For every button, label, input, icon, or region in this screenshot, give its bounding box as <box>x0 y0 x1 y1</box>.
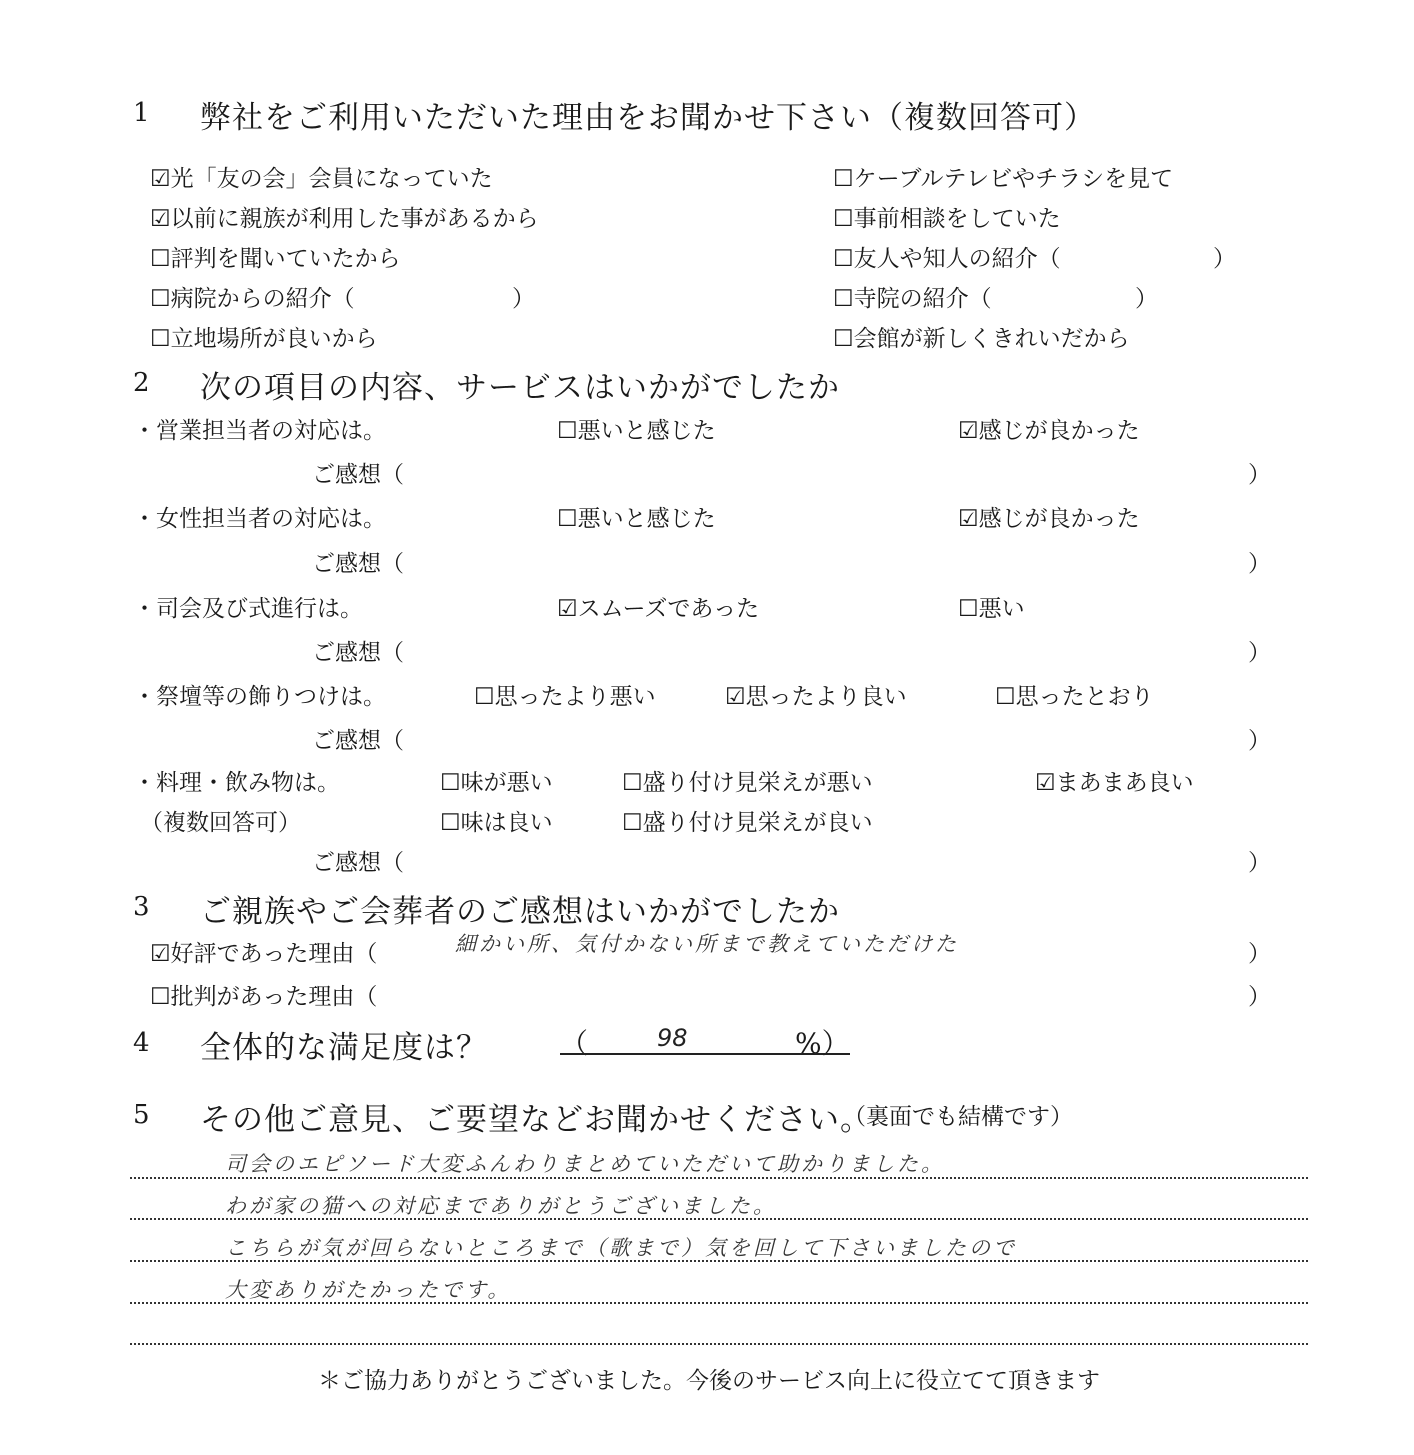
q2-mc-bad[interactable]: ☐悪い <box>958 596 1025 622</box>
q2-sales-bad[interactable]: ☐悪いと感じた <box>557 418 716 444</box>
q1-option-reputation[interactable]: ☐評判を聞いていたから <box>150 246 401 272</box>
q1-temple-paren-close: ） <box>1135 286 1158 312</box>
q5-comment-line-1: 司会のエピソード大変ふんわりまとめていただいて助かりました。 <box>225 1152 945 1176</box>
q2-sales-comment-close: ） <box>1248 462 1271 488</box>
q4-satisfaction-value: 98 <box>657 1024 688 1052</box>
q2-mc-label: ・司会及び式進行は。 <box>133 596 363 622</box>
q5-title: その他ご意見、ご要望などお聞かせください。 <box>200 1102 872 1138</box>
q5-comment-line-4: 大変ありがたかったです。 <box>225 1278 512 1302</box>
q2-altar-as-expected[interactable]: ☐思ったとおり <box>995 684 1154 710</box>
q1-option-tomonokai[interactable]: ☑光「友の会」会員になっていた <box>150 166 493 192</box>
q5-comment-line-3: こちらが気が回らないところまで（歌まで）気を回して下さいましたので <box>225 1236 1017 1260</box>
q2-female-bad[interactable]: ☐悪いと感じた <box>557 506 716 532</box>
q2-food-taste-good[interactable]: ☐味は良い <box>440 810 553 836</box>
q1-option-consultation[interactable]: ☐事前相談をしていた <box>833 206 1061 232</box>
q2-food-taste-bad[interactable]: ☐味が悪い <box>440 770 553 796</box>
q2-sales-good[interactable]: ☑感じが良かった <box>958 418 1140 444</box>
q3-good-reason-label[interactable]: ☑好評であった理由（ <box>150 941 378 967</box>
q1-option-location[interactable]: ☐立地場所が良いから <box>150 326 378 352</box>
q5-dotted-line-3 <box>130 1260 1308 1262</box>
q2-mc-comment-close: ） <box>1248 640 1271 666</box>
q5-number: 5 <box>133 1100 150 1130</box>
q2-altar-comment-close: ） <box>1248 728 1271 754</box>
q2-title: 次の項目の内容、サービスはいかがでしたか <box>200 370 840 406</box>
q2-female-comment-label: ご感想（ <box>312 551 404 577</box>
q3-good-reason-close: ） <box>1248 941 1271 967</box>
q2-sales-label: ・営業担当者の対応は。 <box>133 418 386 444</box>
q5-dotted-line-5 <box>130 1343 1308 1345</box>
q2-food-fairly-good[interactable]: ☑まあまあ良い <box>1035 770 1194 796</box>
q2-altar-better[interactable]: ☑思ったより良い <box>725 684 907 710</box>
q4-percent: %） <box>795 1027 850 1060</box>
q2-female-label: ・女性担当者の対応は。 <box>133 506 386 532</box>
q2-altar-worse[interactable]: ☐思ったより悪い <box>474 684 656 710</box>
q1-option-hospital[interactable]: ☐病院からの紹介（ <box>150 286 355 312</box>
q2-mc-comment-label: ご感想（ <box>312 640 404 666</box>
q2-mc-smooth[interactable]: ☑スムーズであった <box>557 596 760 622</box>
q2-food-comment-label: ご感想（ <box>312 850 404 876</box>
q4-title: 全体的な満足度は？ <box>200 1030 488 1066</box>
q1-option-friend-referral[interactable]: ☐友人や知人の紹介（ <box>833 246 1061 272</box>
q1-friend-paren-close: ） <box>1213 246 1236 272</box>
q2-food-label: ・料理・飲み物は。 <box>133 770 340 796</box>
q3-title: ご親族やご会葬者のご感想はいかがでしたか <box>200 894 840 930</box>
q1-option-cable-tv[interactable]: ☐ケーブルテレビやチラシを見て <box>833 166 1174 192</box>
q4-paren-open: （ <box>560 1027 589 1060</box>
q2-food-presentation-good[interactable]: ☐盛り付け見栄えが良い <box>622 810 873 836</box>
q2-food-presentation-bad[interactable]: ☐盛り付け見栄えが悪い <box>622 770 873 796</box>
q2-female-comment-close: ） <box>1248 551 1271 577</box>
q1-option-relatives[interactable]: ☑以前に親族が利用した事があるから <box>150 206 539 232</box>
q2-food-comment-close: ） <box>1248 850 1271 876</box>
q5-dotted-line-4 <box>130 1302 1308 1304</box>
q2-sales-comment-label: ご感想（ <box>312 462 404 488</box>
q5-dotted-line-2 <box>130 1218 1308 1220</box>
q5-note: （裏面でも結構です） <box>843 1104 1073 1130</box>
q5-dotted-line-1 <box>130 1177 1308 1179</box>
q5-comment-line-2: わが家の猫への対応までありがとうございました。 <box>225 1194 777 1218</box>
q3-criticism-close: ） <box>1248 984 1271 1010</box>
q2-altar-label: ・祭壇等の飾りつけは。 <box>133 684 386 710</box>
q3-good-reason-text: 細かい所、気付かない所まで教えていただけた <box>455 932 959 956</box>
q4-underline <box>560 1053 850 1055</box>
q2-female-good[interactable]: ☑感じが良かった <box>958 506 1140 532</box>
q1-hospital-paren-close: ） <box>512 286 535 312</box>
q1-option-temple[interactable]: ☐寺院の紹介（ <box>833 286 992 312</box>
q2-altar-comment-label: ご感想（ <box>312 728 404 754</box>
footer-thanks: ＊ご協力ありがとうございました。今後のサービス向上に役立てて頂きます <box>318 1368 1100 1394</box>
q1-number: 1 <box>133 98 150 128</box>
q3-number: 3 <box>133 892 150 922</box>
q2-food-sublabel: （複数回答可） <box>140 810 301 836</box>
q4-number: 4 <box>133 1028 150 1058</box>
q2-number: 2 <box>133 368 150 398</box>
q1-option-new-hall[interactable]: ☐会館が新しくきれいだから <box>833 326 1130 352</box>
q1-title: 弊社をご利用いただいた理由をお聞かせ下さい（複数回答可） <box>200 100 1096 136</box>
q3-criticism-label[interactable]: ☐批判があった理由（ <box>150 984 378 1010</box>
